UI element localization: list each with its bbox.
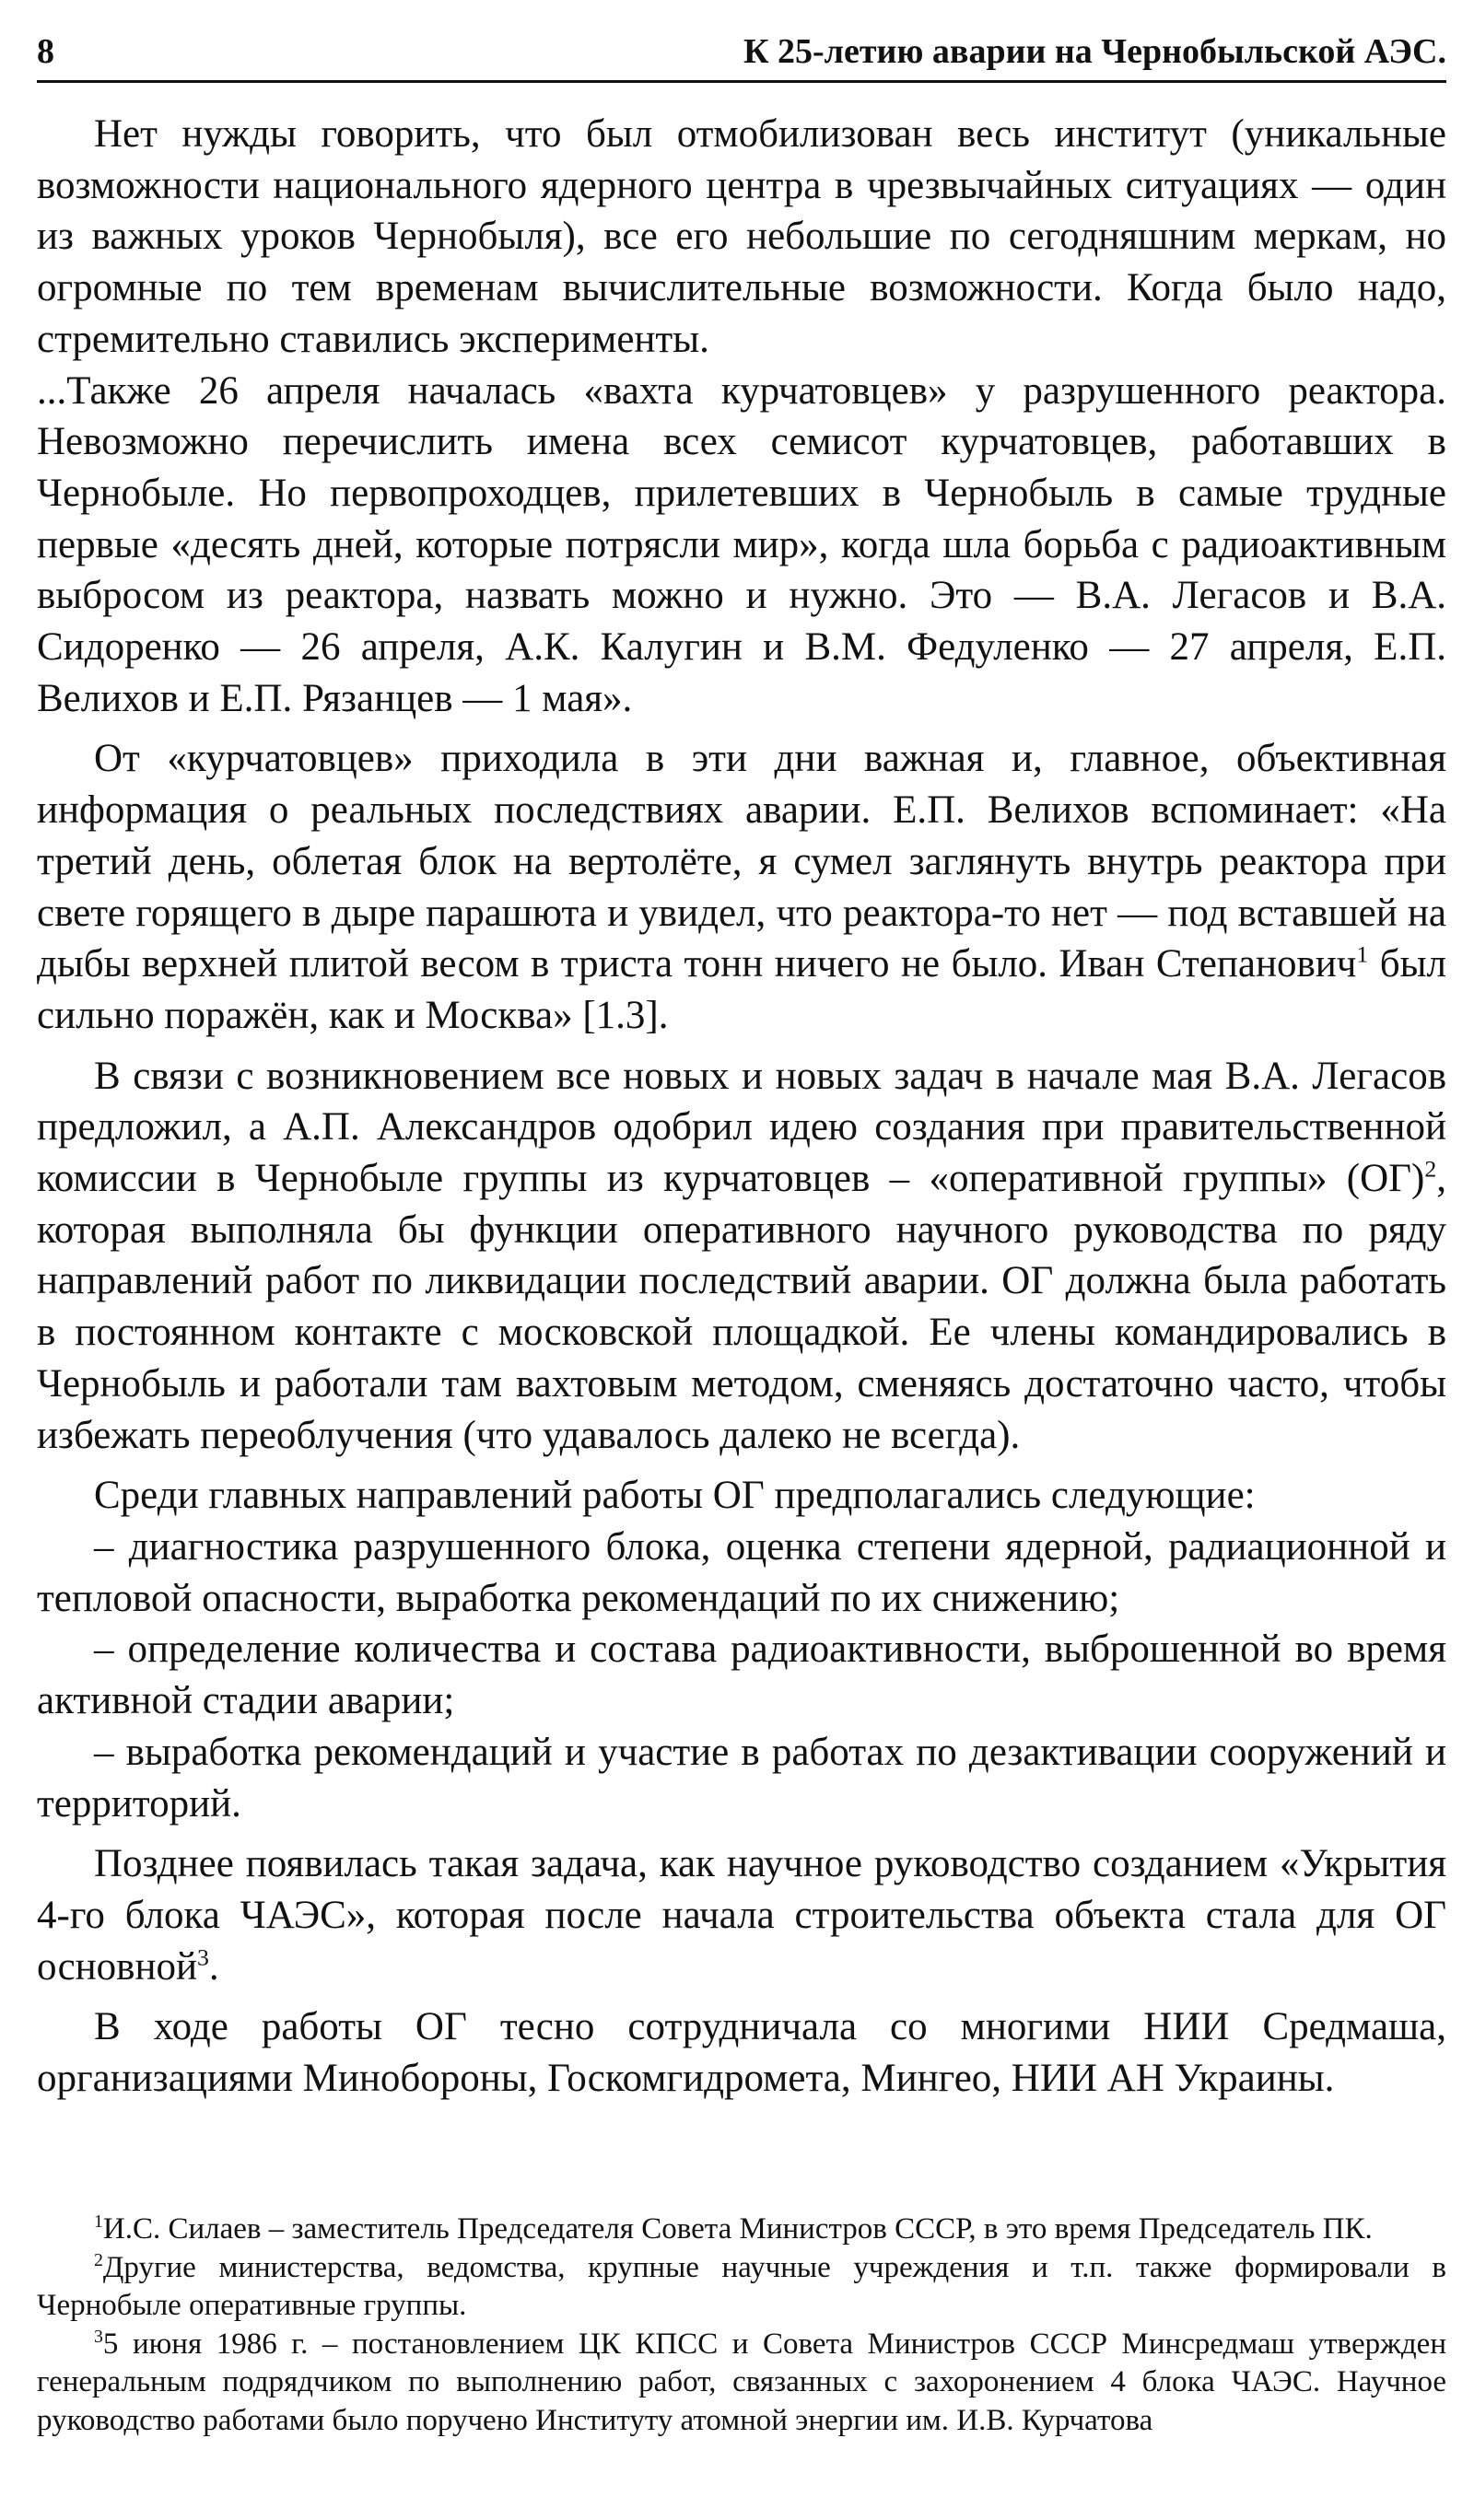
paragraph-9-text-a: Позднее появилась такая задача, как научное руководство созданием «Укрытия 4-го блока ЧАЭС», которая после начала строительства объекта стала для ОГ основной [37,1842,1446,1989]
page-number: 8 [37,32,54,71]
footnote-3-text: 5 июня 1986 г. – постановлением ЦК КПСС и Совета Министров СССР Минсредмаш утвержден генеральным подрядчиком по выполнению работ, связанных с захоронением 4 блока ЧАЭС. Научное руководство работами было поручено Институту атомной энергии им. И.В. Курчатова [37,2327,1446,2437]
footnote-3-mark: 3 [94,2326,103,2347]
footnotes [37,2211,1446,2440]
footnote-2-text: Другие министерства, ведомства, крупные научные учреждения и т.п. также формировали в Чернобыле оперативные группы. [37,2250,1446,2322]
paragraph-4-text-a: В связи с возникновением все новых и новых задач в начале мая В.А. Легасов предложил, а А.П. Александров одобрил идею создания при правительственной комиссии в Чернобыле группы из курчатовцев – «оперативной группы» (ОГ) [37,1054,1446,1201]
footnote-ref-1: 1 [1356,940,1369,968]
running-title: К 25-летию аварии на Чернобыльской АЭС. [743,32,1446,71]
list-item-1: – диагностика разрушенного блока, оценка степени ядерной, радиационной и тепловой опасности, выработка рекомендаций по их снижению; [37,1524,1446,1620]
paragraph-1: Нет нужды говорить, что был отмобилизован весь институт (уникальные возможности национального ядерного центра в чрезвычайных ситуациях — один из важных уроков Чернобыля), все его небольшие по сегодняшним меркам, но огромные по тем временам вычислительные возможности. Когда было надо, стремительно ставились эксперименты. [37,112,1446,361]
footnote-ref-3: 3 [197,1943,209,1971]
footnote-3 [37,2326,1446,2441]
footnote-1 [37,2211,1446,2249]
paragraph-9 [37,1838,1446,1992]
paragraph-3-text-b: был сильно поражён, как и Москва» [1.3]. [37,942,1446,1037]
paragraph-2: ...Также 26 апреля началась «вахта курчатовцев» у разрушенного реактора. Невозможно перечислить имена всех семисот курчатовцев, работавших в Чернобыле. Но первопроходцев, прилетевших в Чернобыль в самые трудные первые «десять дней, которые потрясли мир», когда шла борьба с радиоактивным выбросом из реактора, назвать можно и нужно. Это — В.А. Легасов и В.А. Сидоренко — 26 апреля, А.К. Калугин и В.М. Федуленко — 27 апреля, Е.П. Велихов и Е.П. Рязанцев — 1 мая». [37,368,1446,720]
list-item-3: – выработка рекомендаций и участие в работах по дезактивации сооружений и территорий. [37,1730,1446,1826]
main-text [37,109,1446,2105]
book-page [37,0,1446,2520]
running-header [37,28,1446,83]
footnote-2 [37,2249,1446,2326]
paragraph-4-text-b: , которая выполняла бы функции оперативного научного руководства по ряду направлений работ по ликвидации последствий аварии. ОГ должна была работать в постоянном контакте с московской площадкой. Ее члены командировались в Чернобыль и работали там вахтовым методом, сменяясь достаточно часто, чтобы избежать переоблучения (что удавалось далеко не всегда). [37,1157,1446,1457]
paragraph-9-text-b: . [208,1944,219,1989]
paragraph-3-text-a: От «курчатовцев» приходила в эти дни важная и, главное, объективная информация о реальных последствиях аварии. Е.П. Велихов вспоминает: «На третий день, облетая блок на вертолёте, я сумел заглянуть внутрь реактора при свете горящего в дыре парашюта и увидел, что реактора-то нет — под вставшей на дыбы верхней плитой весом в триста тонн ничего не было. Иван Степанович [37,737,1446,986]
paragraph-10: В ходе работы ОГ тесно сотрудничала со многими НИИ Средмаша, организациями Минобороны, Госкомгидромета, Мингео, НИИ АН Украины. [37,2005,1446,2101]
footnote-ref-2: 2 [1424,1155,1437,1183]
paragraph-4 [37,1051,1446,1462]
footnote-1-mark: 1 [94,2211,103,2232]
footnote-1-text: И.С. Силаев – заместитель Председателя Совета Министров СССР, в это время Председатель ПК. [102,2212,1373,2246]
footnote-2-mark: 2 [94,2249,103,2270]
paragraph-3 [37,733,1446,1041]
paragraph-5: Среди главных направлений работы ОГ предполагались следующие: [94,1474,1256,1518]
list-item-2: – определение количества и состава радиоактивности, выброшенной во время активной стадии аварии; [37,1628,1446,1723]
